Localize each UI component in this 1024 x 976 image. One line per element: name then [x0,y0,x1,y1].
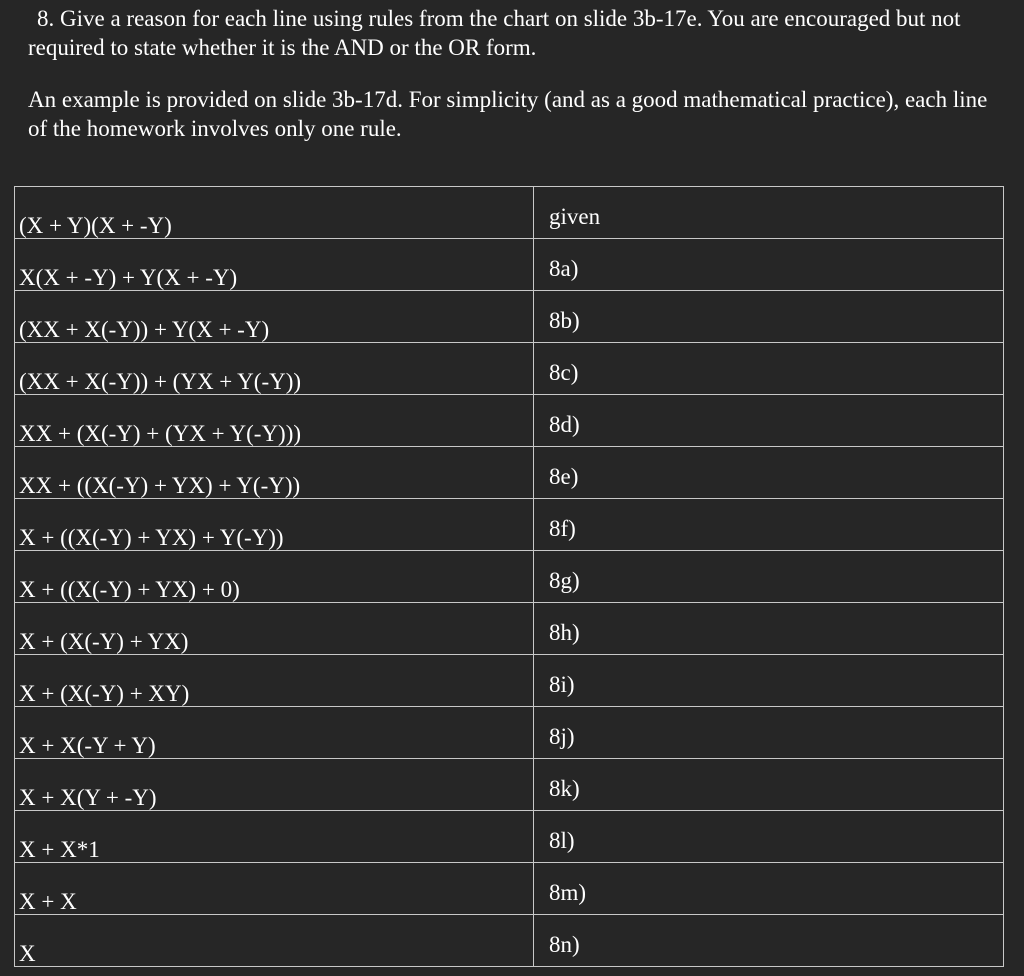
proof-row [15,915,1004,967]
proof-row [15,291,1004,343]
proof-row [15,343,1004,395]
expression-cell: X + ((X(-Y) + YX) + Y(-Y)) [15,499,534,551]
reason-cell: 8j) [534,707,1004,759]
reason-cell: 8g) [534,551,1004,603]
expression-cell: X + X(Y + -Y) [15,759,534,811]
expression-cell: XX + (X(-Y) + (YX + Y(-Y))) [15,395,534,447]
reason-cell: 8d) [534,395,1004,447]
expression-cell: X + (X(-Y) + XY) [15,655,534,707]
reason-cell: 8i) [534,655,1004,707]
expression-cell: X + (X(-Y) + YX) [15,603,534,655]
reason-cell: 8l) [534,811,1004,863]
expression-cell: (X + Y)(X + -Y) [15,187,534,239]
reason-cell: 8m) [534,863,1004,915]
instructions-paragraph-2: An example is provided on slide 3b-17d. For simplicity (and as a good mathematical practice), each line of the homework involves only one rule. [28,87,988,141]
proof-row [15,759,1004,811]
expression-cell: XX + ((X(-Y) + YX) + Y(-Y)) [15,447,534,499]
proof-row [15,395,1004,447]
reason-cell: 8n) [534,915,1004,967]
proof-row [15,811,1004,863]
expression-cell: X [15,915,534,967]
expression-cell: X + X(-Y + Y) [15,707,534,759]
reason-cell: 8h) [534,603,1004,655]
instructions [28,4,1008,143]
expression-cell: X + X*1 [15,811,534,863]
reason-cell: 8b) [534,291,1004,343]
proof-row [15,655,1004,707]
proof-row [15,603,1004,655]
expression-cell: X(X + -Y) + Y(X + -Y) [15,239,534,291]
proof-row [15,551,1004,603]
proof-table-body [15,187,1004,967]
reason-cell: 8c) [534,343,1004,395]
expression-cell: X + X [15,863,534,915]
proof-row [15,187,1004,239]
instructions-paragraph-1: 8. Give a reason for each line using rules from the chart on slide 3b-17e. You are encouraged but not required to state whether it is the AND or the OR form. [28,6,961,60]
proof-table [14,186,1004,967]
proof-row [15,447,1004,499]
reason-cell: 8a) [534,239,1004,291]
reason-cell: 8f) [534,499,1004,551]
expression-cell: (XX + X(-Y)) + (YX + Y(-Y)) [15,343,534,395]
proof-row [15,239,1004,291]
reason-cell: given [534,187,1004,239]
reason-cell: 8k) [534,759,1004,811]
proof-row [15,863,1004,915]
reason-cell: 8e) [534,447,1004,499]
expression-cell: (XX + X(-Y)) + Y(X + -Y) [15,291,534,343]
expression-cell: X + ((X(-Y) + YX) + 0) [15,551,534,603]
proof-row [15,707,1004,759]
proof-row [15,499,1004,551]
